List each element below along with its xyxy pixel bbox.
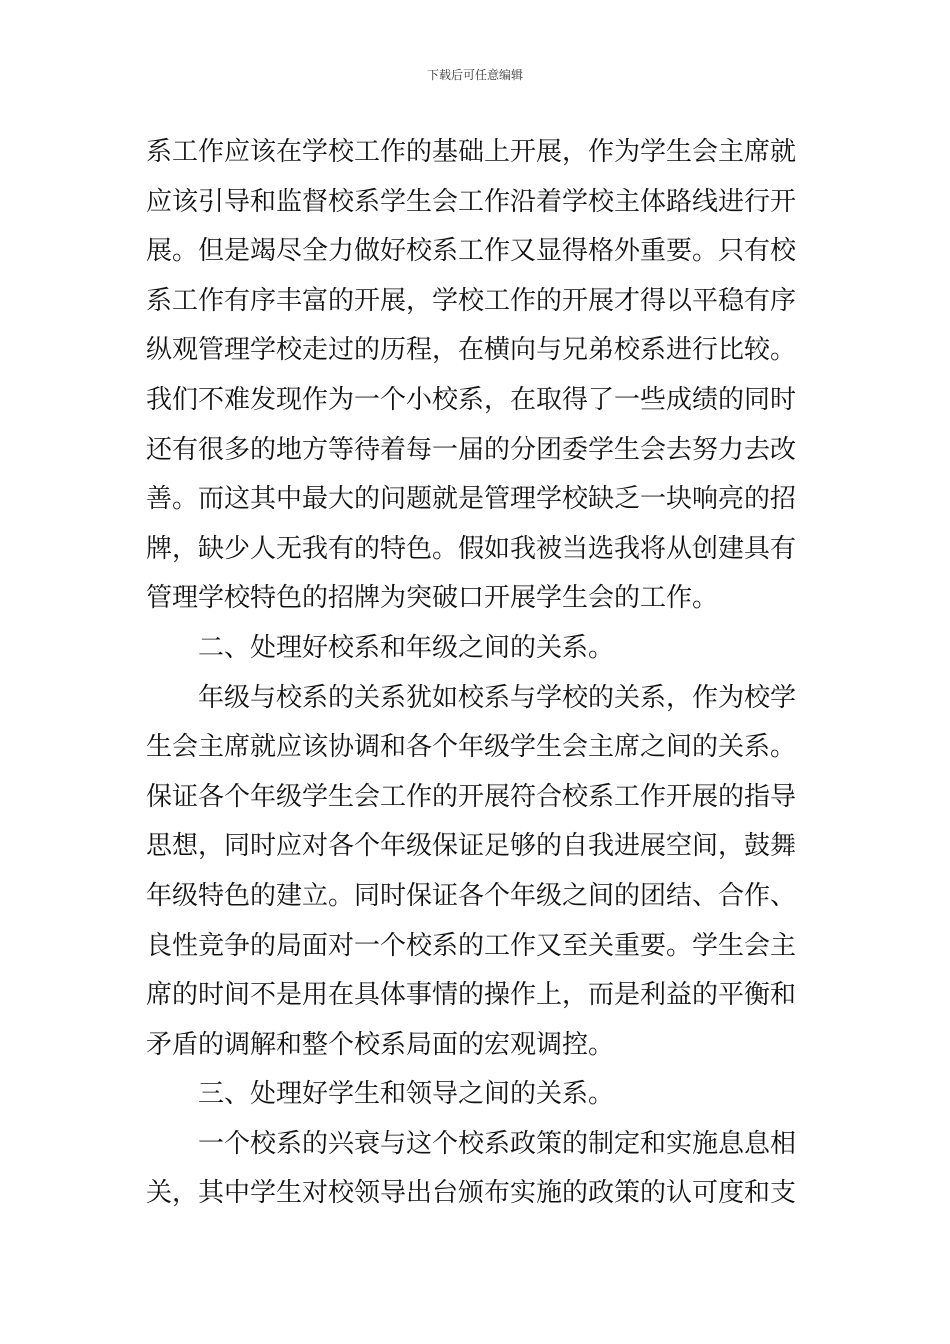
text-line: 一个校系的兴衰与这个校系政策的制定和实施息息相 <box>198 1128 797 1159</box>
text-line: 应该引导和监督校系学生会工作沿着学校主体路线进行开 <box>146 186 797 217</box>
document-body <box>146 128 808 1219</box>
text-line: 年级与校系的关系犹如校系与学校的关系，作为校学 <box>198 682 797 713</box>
text-line: 三、处理好学生和领导之间的关系。 <box>198 1079 615 1110</box>
text-line: 保证各个年级学生会工作的开展符合校系工作开展的指导 <box>146 781 797 812</box>
text-line: 善。而这其中最大的问题就是管理学校缺乏一块响亮的招 <box>146 484 797 515</box>
text-line: 年级特色的建立。同时保证各个年级之间的团结、合作、 <box>146 880 797 911</box>
text-line: 矛盾的调解和整个校系局面的宏观调控。 <box>146 1029 615 1060</box>
text-line: 良性竞争的局面对一个校系的工作又至关重要。学生会主 <box>146 930 797 961</box>
text-line: 纵观管理学校走过的历程，在横向与兄弟校系进行比较。 <box>146 335 797 366</box>
text-line: 牌，缺少人无我有的特色。假如我被当选我将从创建具有 <box>146 533 797 564</box>
text-line: 系工作应该在学校工作的基础上开展，作为学生会主席就 <box>146 137 797 167</box>
text-line: 关，其中学生对校领导出台颁布实施的政策的认可度和支 <box>146 1178 797 1209</box>
text-line: 系工作有序丰富的开展，学校工作的开展才得以平稳有序 <box>146 285 797 316</box>
text-line: 展。但是竭尽全力做好校系工作又显得格外重要。只有校 <box>146 236 797 267</box>
text-line: 我们不难发现作为一个小校系，在取得了一些成绩的同时 <box>146 384 797 415</box>
text-line: 管理学校特色的招牌为突破口开展学生会的工作。 <box>146 583 719 614</box>
text-line: 席的时间不是用在具体事情的操作上，而是利益的平衡和 <box>146 980 797 1011</box>
text-line: 还有很多的地方等待着每一届的分团委学生会去努力去改 <box>146 434 797 465</box>
page-header: 下载后可任意编辑 <box>426 68 523 82</box>
text-line: 二、处理好校系和年级之间的关系。 <box>198 632 615 663</box>
text-line: 思想，同时应对各个年级保证足够的自我进展空间，鼓舞 <box>146 831 797 862</box>
text-line: 生会主席就应该协调和各个年级学生会主席之间的关系。 <box>146 732 797 763</box>
